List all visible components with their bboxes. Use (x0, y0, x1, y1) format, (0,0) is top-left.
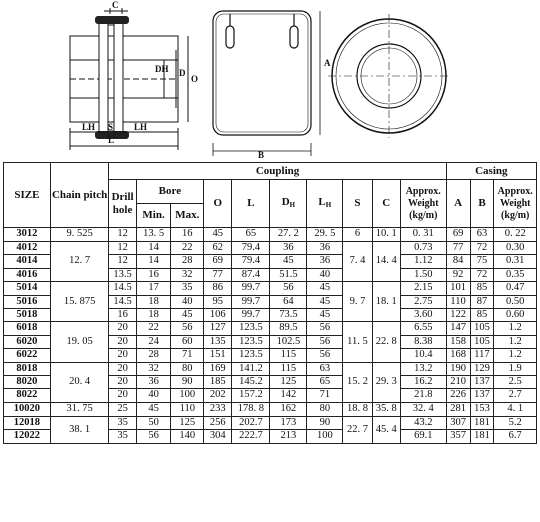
cell-c: 10. 1 (372, 228, 400, 242)
cell-min: 22 (136, 322, 171, 335)
header-dh-sub: H (289, 200, 296, 209)
label-l: L (108, 135, 115, 145)
cell-size: 5014 (4, 282, 51, 295)
cell-size: 4016 (4, 268, 51, 281)
header-c: C (372, 180, 400, 228)
cell-dh: 142 (270, 389, 307, 402)
cell-max: 45 (171, 309, 204, 322)
cell-weight: 16.2 (400, 376, 446, 389)
cell-dh: 125 (270, 376, 307, 389)
cell-b: 105 (470, 322, 494, 335)
label-c: C (112, 0, 119, 10)
cell-size: 8022 (4, 389, 51, 402)
cell-dh: 36 (270, 242, 307, 255)
cell-l: 145.2 (232, 376, 270, 389)
cell-min: 17 (136, 282, 171, 295)
cell-c: 14. 4 (372, 242, 400, 282)
table-row (4, 402, 537, 416)
cell-o: 135 (204, 335, 232, 348)
header-chain-pitch: Chain pitch (50, 163, 109, 228)
cell-cw: 1.2 (494, 335, 537, 348)
cell-lh: 90 (307, 416, 343, 429)
cell-size: 5018 (4, 309, 51, 322)
cell-b: 72 (470, 242, 494, 255)
cell-chain-pitch: 31. 75 (50, 402, 109, 416)
cell-max: 56 (171, 322, 204, 335)
header-coupling: Coupling (109, 163, 446, 180)
cell-lh: 29. 5 (307, 228, 343, 242)
cell-size: 12022 (4, 430, 51, 443)
cell-a: 281 (446, 402, 470, 416)
cell-l: 123.5 (232, 335, 270, 348)
cell-l: 178. 8 (232, 402, 270, 416)
cell-size: 3012 (4, 228, 51, 242)
cell-s: 6 (343, 228, 372, 242)
cell-size: 10020 (4, 402, 51, 416)
cell-l: 99.7 (232, 295, 270, 308)
cell-weight: 3.60 (400, 309, 446, 322)
cell-cw: 0.47 (494, 282, 537, 295)
cell-l: 141.2 (232, 362, 270, 375)
cell-a: 84 (446, 255, 470, 268)
cell-cw: 1.2 (494, 349, 537, 362)
cell-max: 35 (171, 282, 204, 295)
cell-a: 190 (446, 362, 470, 375)
cell-dh: 115 (270, 362, 307, 375)
cell-max: 80 (171, 362, 204, 375)
cell-c: 45. 4 (372, 416, 400, 443)
cell-l: 79.4 (232, 255, 270, 268)
cell-drill: 20 (109, 389, 136, 402)
cell-drill: 12 (109, 242, 136, 255)
cell-cw: 0.31 (494, 255, 537, 268)
cell-dh: 173 (270, 416, 307, 429)
cell-min: 50 (136, 416, 171, 429)
cell-size: 6018 (4, 322, 51, 335)
cell-o: 169 (204, 362, 232, 375)
cell-l: 157.2 (232, 389, 270, 402)
cell-dh: 89.5 (270, 322, 307, 335)
table-row (4, 282, 537, 295)
header-bore-max: Max. (171, 204, 204, 228)
cell-max: 140 (171, 430, 204, 443)
header-dh (270, 180, 307, 228)
cell-a: 101 (446, 282, 470, 295)
cell-min: 13. 5 (136, 228, 171, 242)
cell-c: 29. 3 (372, 362, 400, 402)
cell-max: 125 (171, 416, 204, 429)
cell-lh: 56 (307, 349, 343, 362)
cell-max: 28 (171, 255, 204, 268)
cell-max: 110 (171, 402, 204, 416)
cell-lh: 65 (307, 376, 343, 389)
cell-chain-pitch: 19. 05 (50, 322, 109, 362)
cell-cw: 0.60 (494, 309, 537, 322)
cell-o: 106 (204, 309, 232, 322)
cell-b: 85 (470, 309, 494, 322)
table-row (4, 362, 537, 375)
cell-a: 147 (446, 322, 470, 335)
cell-s: 15. 2 (343, 362, 372, 402)
cell-weight: 1.50 (400, 268, 446, 281)
cell-dh: 115 (270, 349, 307, 362)
cell-cw: 1.9 (494, 362, 537, 375)
cell-min: 24 (136, 335, 171, 348)
label-dh: DH (155, 64, 169, 74)
cell-dh: 102.5 (270, 335, 307, 348)
cell-weight: 2.75 (400, 295, 446, 308)
cell-weight: 13.2 (400, 362, 446, 375)
cell-cw: 0.50 (494, 295, 537, 308)
cell-a: 110 (446, 295, 470, 308)
header-o: O (204, 180, 232, 228)
cell-o: 233 (204, 402, 232, 416)
cell-weight: 32. 4 (400, 402, 446, 416)
cell-lh: 56 (307, 335, 343, 348)
cell-max: 100 (171, 389, 204, 402)
cell-min: 32 (136, 362, 171, 375)
cell-a: 69 (446, 228, 470, 242)
cell-max: 90 (171, 376, 204, 389)
cell-min: 16 (136, 268, 171, 281)
cell-size: 6022 (4, 349, 51, 362)
header-bore-min: Min. (136, 204, 171, 228)
cell-l: 99.7 (232, 309, 270, 322)
cell-b: 85 (470, 282, 494, 295)
cell-min: 40 (136, 389, 171, 402)
cell-l: 65 (232, 228, 270, 242)
cell-cw: 4. 1 (494, 402, 537, 416)
cell-lh: 63 (307, 362, 343, 375)
cell-a: 122 (446, 309, 470, 322)
cell-a: 226 (446, 389, 470, 402)
cell-b: 72 (470, 268, 494, 281)
cell-size: 12018 (4, 416, 51, 429)
cell-l: 202.7 (232, 416, 270, 429)
label-o: O (191, 74, 199, 84)
cell-dh: 56 (270, 282, 307, 295)
cell-drill: 12 (109, 255, 136, 268)
cell-min: 56 (136, 430, 171, 443)
cell-dh: 213 (270, 430, 307, 443)
header-dh-main: D (281, 195, 290, 208)
cell-lh: 45 (307, 282, 343, 295)
cell-l: 123.5 (232, 349, 270, 362)
cell-o: 185 (204, 376, 232, 389)
cell-s: 11. 5 (343, 322, 372, 362)
cell-b: 87 (470, 295, 494, 308)
cell-o: 69 (204, 255, 232, 268)
cell-lh: 36 (307, 242, 343, 255)
cell-weight: 21.8 (400, 389, 446, 402)
cell-chain-pitch: 15. 875 (50, 282, 109, 322)
casing-side-view (213, 11, 320, 156)
header-drill-hole: Drill hole (109, 180, 136, 228)
cell-b: 117 (470, 349, 494, 362)
cell-o: 127 (204, 322, 232, 335)
cell-b: 75 (470, 255, 494, 268)
cell-max: 32 (171, 268, 204, 281)
cell-b: 105 (470, 335, 494, 348)
cell-l: 99.7 (232, 282, 270, 295)
cell-weight: 43.2 (400, 416, 446, 429)
cell-cw: 5.2 (494, 416, 537, 429)
header-casing: Casing (446, 163, 536, 180)
cell-o: 304 (204, 430, 232, 443)
cell-size: 8020 (4, 376, 51, 389)
cell-chain-pitch: 12. 7 (50, 242, 109, 282)
cell-dh: 51.5 (270, 268, 307, 281)
header-weight: Approx. Weight (kg/m) (400, 180, 446, 228)
header-lh (307, 180, 343, 228)
cell-chain-pitch: 9. 525 (50, 228, 109, 242)
cell-size: 8018 (4, 362, 51, 375)
cell-b: 181 (470, 416, 494, 429)
cell-lh: 45 (307, 295, 343, 308)
cell-drill: 14.5 (109, 282, 136, 295)
cell-weight: 2.15 (400, 282, 446, 295)
cell-lh: 40 (307, 268, 343, 281)
cell-l: 222.7 (232, 430, 270, 443)
cell-lh: 36 (307, 255, 343, 268)
cell-size: 4014 (4, 255, 51, 268)
header-b: B (470, 180, 494, 228)
cell-s: 7. 4 (343, 242, 372, 282)
header-casing-weight: Approx. Weight (kg/m) (494, 180, 537, 228)
cell-a: 92 (446, 268, 470, 281)
cell-a: 357 (446, 430, 470, 443)
cell-l: 87.4 (232, 268, 270, 281)
cell-a: 210 (446, 376, 470, 389)
cell-max: 22 (171, 242, 204, 255)
cell-weight: 10.4 (400, 349, 446, 362)
cell-chain-pitch: 20. 4 (50, 362, 109, 402)
cell-drill: 20 (109, 362, 136, 375)
table-row (4, 228, 537, 242)
cell-min: 14 (136, 255, 171, 268)
cell-drill: 13.5 (109, 268, 136, 281)
cell-b: 153 (470, 402, 494, 416)
cell-cw: 2.7 (494, 389, 537, 402)
cell-cw: 1.2 (494, 322, 537, 335)
cell-a: 168 (446, 349, 470, 362)
cell-dh: 45 (270, 255, 307, 268)
cell-s: 9. 7 (343, 282, 372, 322)
coupling-drawings (0, 0, 540, 162)
cell-o: 256 (204, 416, 232, 429)
table-row (4, 242, 537, 255)
cell-weight: 6.55 (400, 322, 446, 335)
cell-min: 14 (136, 242, 171, 255)
cell-cw: 2.5 (494, 376, 537, 389)
cell-b: 137 (470, 376, 494, 389)
casing-end-view (328, 14, 450, 138)
cell-dh: 27. 2 (270, 228, 307, 242)
cell-o: 62 (204, 242, 232, 255)
table-row (4, 322, 537, 335)
table-body (4, 228, 537, 444)
cell-b: 129 (470, 362, 494, 375)
cell-o: 86 (204, 282, 232, 295)
cell-c: 22. 8 (372, 322, 400, 362)
header-lh-main: L (318, 195, 326, 208)
label-lh-right: LH (134, 122, 148, 132)
cell-cw: 6.7 (494, 430, 537, 443)
cell-cw: 0. 22 (494, 228, 537, 242)
cell-o: 151 (204, 349, 232, 362)
cell-weight: 0. 31 (400, 228, 446, 242)
cell-max: 71 (171, 349, 204, 362)
cell-chain-pitch: 38. 1 (50, 416, 109, 443)
cell-max: 40 (171, 295, 204, 308)
cell-c: 35. 8 (372, 402, 400, 416)
cell-o: 45 (204, 228, 232, 242)
cell-drill: 14.5 (109, 295, 136, 308)
cell-min: 45 (136, 402, 171, 416)
cell-min: 18 (136, 295, 171, 308)
cell-a: 158 (446, 335, 470, 348)
cell-l: 79.4 (232, 242, 270, 255)
cell-c: 18. 1 (372, 282, 400, 322)
label-lh-left: LH (82, 122, 96, 132)
cell-max: 16 (171, 228, 204, 242)
cell-drill: 12 (109, 228, 136, 242)
cell-dh: 73.5 (270, 309, 307, 322)
cell-weight: 0.73 (400, 242, 446, 255)
coupling-spec-table (3, 162, 537, 444)
cell-drill: 20 (109, 335, 136, 348)
header-s: S (343, 180, 372, 228)
header-l: L (232, 180, 270, 228)
cell-drill: 35 (109, 416, 136, 429)
cell-min: 18 (136, 309, 171, 322)
label-a: A (324, 58, 331, 68)
cell-o: 95 (204, 295, 232, 308)
cell-drill: 20 (109, 376, 136, 389)
cell-lh: 80 (307, 402, 343, 416)
cell-s: 22. 7 (343, 416, 372, 443)
cell-max: 60 (171, 335, 204, 348)
cell-o: 202 (204, 389, 232, 402)
cell-b: 137 (470, 389, 494, 402)
header-bore: Bore (136, 180, 203, 204)
cell-min: 36 (136, 376, 171, 389)
cell-size: 5016 (4, 295, 51, 308)
cell-weight: 69.1 (400, 430, 446, 443)
cell-size: 6020 (4, 335, 51, 348)
cell-a: 77 (446, 242, 470, 255)
cell-drill: 25 (109, 402, 136, 416)
cell-lh: 45 (307, 309, 343, 322)
cell-dh: 162 (270, 402, 307, 416)
cell-lh: 71 (307, 389, 343, 402)
cell-drill: 16 (109, 309, 136, 322)
label-s: S (108, 122, 114, 132)
cell-s: 18. 8 (343, 402, 372, 416)
cell-b: 63 (470, 228, 494, 242)
cell-weight: 8.38 (400, 335, 446, 348)
header-lh-sub: H (325, 200, 332, 209)
cell-o: 77 (204, 268, 232, 281)
cell-drill: 20 (109, 322, 136, 335)
cell-drill: 20 (109, 349, 136, 362)
cell-b: 181 (470, 430, 494, 443)
header-a: A (446, 180, 470, 228)
cell-l: 123.5 (232, 322, 270, 335)
header-size: SIZE (4, 163, 51, 228)
cell-size: 4012 (4, 242, 51, 255)
label-b: B (258, 150, 265, 160)
cell-cw: 0.35 (494, 268, 537, 281)
cell-lh: 56 (307, 322, 343, 335)
cell-drill: 35 (109, 430, 136, 443)
cell-min: 28 (136, 349, 171, 362)
cell-cw: 0.30 (494, 242, 537, 255)
table-row (4, 416, 537, 429)
cell-lh: 100 (307, 430, 343, 443)
label-d: D (179, 68, 186, 78)
cell-weight: 1.12 (400, 255, 446, 268)
cell-a: 307 (446, 416, 470, 429)
cell-dh: 64 (270, 295, 307, 308)
